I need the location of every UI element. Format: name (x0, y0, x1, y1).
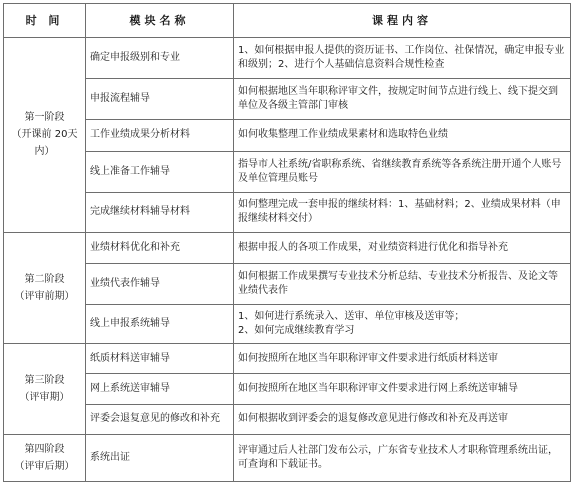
stage-1-cell (4, 38, 86, 233)
header-content: 课程内容 (234, 4, 571, 38)
table-row (4, 232, 571, 263)
module-cell: 评委会退复意见的修改和补充 (86, 404, 234, 434)
stage-name: 第四阶段 (24, 443, 65, 455)
stage-note: （评审后期） (14, 460, 75, 472)
content-cell: 如何按照所在地区当年职称评审文件要求进行纸质材料送审 (234, 344, 571, 374)
stage-name: 第一阶段 (24, 112, 65, 124)
course-schedule-table (3, 3, 571, 482)
content-line: 1、如何进行系统录入、送审、单位审核及送审等； (238, 310, 465, 322)
content-cell: 1、如何根据申报人提供的资历证书、工作岗位、社保情况，确定申报专业和级别；2、进行个人基础信息资料合规性检查 (234, 38, 571, 79)
content-cell: 如何整理完成一套申报的继续材料：1、基础材料；2、业绩成果材料（申报继续材料交付） (234, 192, 571, 232)
table-row (4, 344, 571, 374)
stage-name: 第三阶段 (24, 374, 65, 386)
stage-4-cell (4, 434, 86, 481)
module-cell: 工作业绩成果分析材料 (86, 119, 234, 151)
table-row (4, 78, 571, 119)
module-cell: 线上准备工作辅导 (86, 151, 234, 192)
content-cell: 如何根据收到评委会的退复修改意见进行修改和补充及再送审 (234, 404, 571, 434)
table-row (4, 119, 571, 151)
stage-3-cell (4, 344, 86, 434)
module-cell: 纸质材料送审辅导 (86, 344, 234, 374)
module-cell: 系统出证 (86, 434, 234, 481)
stage-note: （评审期） (19, 391, 70, 403)
table-row (4, 374, 571, 404)
content-cell: 根据申报人的各项工作成果，对业绩资料进行优化和指导补充 (234, 232, 571, 263)
header-row (4, 4, 571, 38)
header-module: 模块名称 (86, 4, 234, 38)
header-time: 时 间 (4, 4, 86, 38)
module-cell: 线上申报系统辅导 (86, 304, 234, 344)
module-cell: 业绩代表作辅导 (86, 263, 234, 304)
module-cell: 业绩材料优化和补充 (86, 232, 234, 263)
content-cell: 如何收集整理工作业绩成果素材和选取特色业绩 (234, 119, 571, 151)
module-cell: 申报流程辅导 (86, 78, 234, 119)
stage-2-cell (4, 232, 86, 344)
stage-note: （开课前 20天内） (11, 129, 78, 158)
table-row (4, 263, 571, 304)
content-cell: 评审通过后人社部门发布公示，广东省专业技术人才职称管理系统出证，可查询和下载证书。 (234, 434, 571, 481)
module-cell: 确定申报级别和专业 (86, 38, 234, 79)
content-line: 2、如何完成继续教育学习 (238, 324, 355, 336)
table-row (4, 38, 571, 79)
module-cell: 完成继续材料辅导材料 (86, 192, 234, 232)
content-cell (234, 304, 571, 344)
table-row (4, 304, 571, 344)
content-cell: 如何根据工作成果撰写专业技术分析总结、专业技术分析报告、及论文等业绩代表作 (234, 263, 571, 304)
content-cell: 如何按照所在地区当年职称评审文件要求进行网上系统送审辅导 (234, 374, 571, 404)
table-row (4, 192, 571, 232)
content-cell: 如何根据地区当年职称评审文件，按规定时间节点进行线上、线下提交到单位及各级主管部门审核 (234, 78, 571, 119)
content-cell: 指导市人社系统/省职称系统、省继续教育系统等各系统注册开通个人账号及单位管理员账号 (234, 151, 571, 192)
module-cell: 网上系统送审辅导 (86, 374, 234, 404)
table-row (4, 151, 571, 192)
stage-note: （评审前期） (14, 290, 75, 302)
table-row (4, 434, 571, 481)
table-row (4, 404, 571, 434)
stage-name: 第二阶段 (24, 273, 65, 285)
